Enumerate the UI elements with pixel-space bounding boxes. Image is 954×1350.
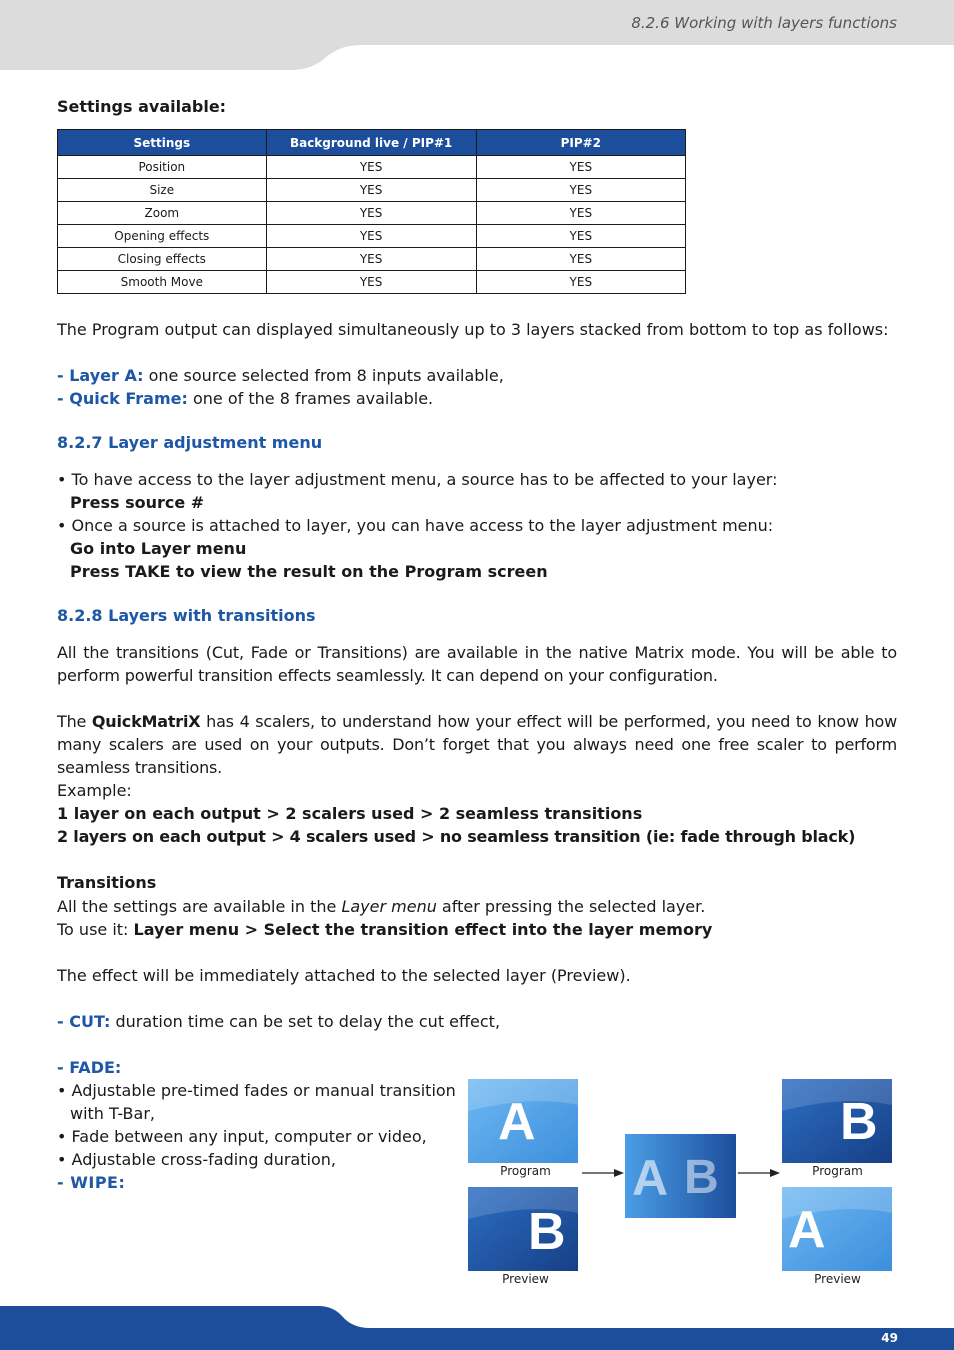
preview-caption: Preview [814,1272,861,1286]
table-cell: YES [476,271,685,294]
left-preview-screen [468,1187,578,1271]
section-827-heading: 8.2.7 Layer adjustment menu [57,433,323,452]
table-header-cell: PIP#2 [476,130,685,156]
table-cell: Size [58,179,267,202]
bullet-action: Press TAKE to view the result on the Program screen [70,562,548,581]
table-cell: YES [266,156,476,179]
letter-b: B [840,1093,878,1151]
table-cell: YES [476,179,685,202]
table-header-row [58,130,686,156]
transitions-heading: Transitions [57,873,157,892]
example-label: Example: [57,781,132,800]
transition-diagram [460,1075,900,1290]
header-section-title: 8.2.6 Working with layers functions [631,14,897,32]
left-program-screen [468,1079,578,1163]
bullet-text: • Fade between any input, computer or video, [57,1127,427,1146]
table-header-cell: Background live / PIP#1 [266,130,476,156]
table-cell: YES [266,202,476,225]
table-row [58,225,686,248]
right-preview-screen [782,1187,892,1271]
table-cell: Closing effects [58,248,267,271]
wipe-label: - WIPE: [57,1173,126,1192]
layer-a-label: - Layer A: [57,366,144,385]
layer-a-text: one source selected from 8 inputs available, [143,366,504,385]
program-intro-text: The Program output can displayed simultaneously up to 3 layers stacked from bottom to top as follows: [57,320,889,339]
table-cell: YES [266,179,476,202]
fade-label: - FADE: [57,1058,122,1077]
table-cell: Position [58,156,267,179]
layer-menu-path: Layer menu > Select the transition effect into the layer memory [133,920,713,939]
para-text: To use it: [57,920,134,939]
cut-text: duration time can be set to delay the cut effect, [110,1012,501,1031]
letter-a: A [788,1201,826,1259]
quick-frame-text: one of the 8 frames available. [187,389,434,408]
bullet-text: • Adjustable cross-fading duration, [57,1150,336,1169]
section-828-para2 [57,710,897,779]
table-row [58,156,686,179]
right-program-screen [782,1079,892,1163]
table-cell: Smooth Move [58,271,267,294]
section-828-heading: 8.2.8 Layers with transitions [57,606,316,625]
para-text: All the settings are available in the [57,897,342,916]
table-cell: YES [266,271,476,294]
quick-frame-line [57,387,897,410]
table-header-cell: Settings [58,130,267,156]
fade-block [57,1056,457,1194]
table-row [58,248,686,271]
table-cell: YES [476,248,685,271]
mix-screen [625,1134,736,1218]
arrow-right-icon [738,1169,780,1177]
effect-note: The effect will be immediately attached to the selected layer (Preview). [57,966,631,985]
section-828-para1: All the transitions (Cut, Fade or Transitions) are available in the native Matrix mode. You will be able to perform powerful transition effects seamlessly. It can depend on your configuration. [57,643,897,685]
layer-a-line [57,364,897,387]
example-line: 2 layers on each output > 4 scalers used > no seamless transition (ie: fade through black) [57,827,856,846]
table-cell: YES [476,225,685,248]
cut-label: - CUT: [57,1012,111,1031]
section-827-body [57,468,897,583]
table-cell: Zoom [58,202,267,225]
bullet-text: with T-Bar, [70,1104,155,1123]
bullet-action: Go into Layer menu [70,539,247,558]
settings-table [57,129,686,294]
page-footer-band [0,1300,954,1350]
para-text: The [57,712,92,731]
table-cell: YES [266,248,476,271]
para-text: has 4 scalers, to understand how your effect will be performed, you need to know how many scalers are used on your outputs. Don’t forget that you always need one free scaler to perform seamless transitions. [57,712,897,777]
table-row [58,202,686,225]
table-cell: YES [476,202,685,225]
bullet-text: • Once a source is attached to layer, you can have access to the layer adjustment menu: [57,516,774,535]
bullet-text: • To have access to the layer adjustment menu, a source has to be affected to your layer: [57,470,778,489]
transitions-line2 [57,918,897,941]
example-block [57,779,897,848]
layer-menu-italic: Layer menu [341,897,437,916]
bullet-text: • Adjustable pre-timed fades or manual transition [57,1081,456,1100]
transitions-line1 [57,895,897,918]
page-number: 49 [881,1331,898,1345]
para-text: after pressing the selected layer. [436,897,706,916]
bullet-action: Press source # [70,493,205,512]
letter-b: B [528,1203,566,1261]
page-header-band [0,0,954,70]
preview-caption: Preview [502,1272,549,1286]
product-name: QuickMatriX [91,712,201,731]
letter-b: B [684,1151,719,1204]
table-cell: YES [476,156,685,179]
example-line: 1 layer on each output > 2 scalers used > 2 seamless transitions [57,804,643,823]
program-caption: Program [782,1164,893,1182]
table-row [58,179,686,202]
table-row [58,271,686,294]
table-cell: Opening effects [58,225,267,248]
quick-frame-label: - Quick Frame: [57,389,188,408]
arrow-right-icon [582,1169,624,1177]
letter-a: A [632,1150,669,1206]
settings-heading: Settings available: [57,97,227,116]
table-cell: YES [266,225,476,248]
program-caption: Program [470,1164,581,1182]
cut-line [57,1010,897,1033]
letter-a: A [498,1093,536,1151]
